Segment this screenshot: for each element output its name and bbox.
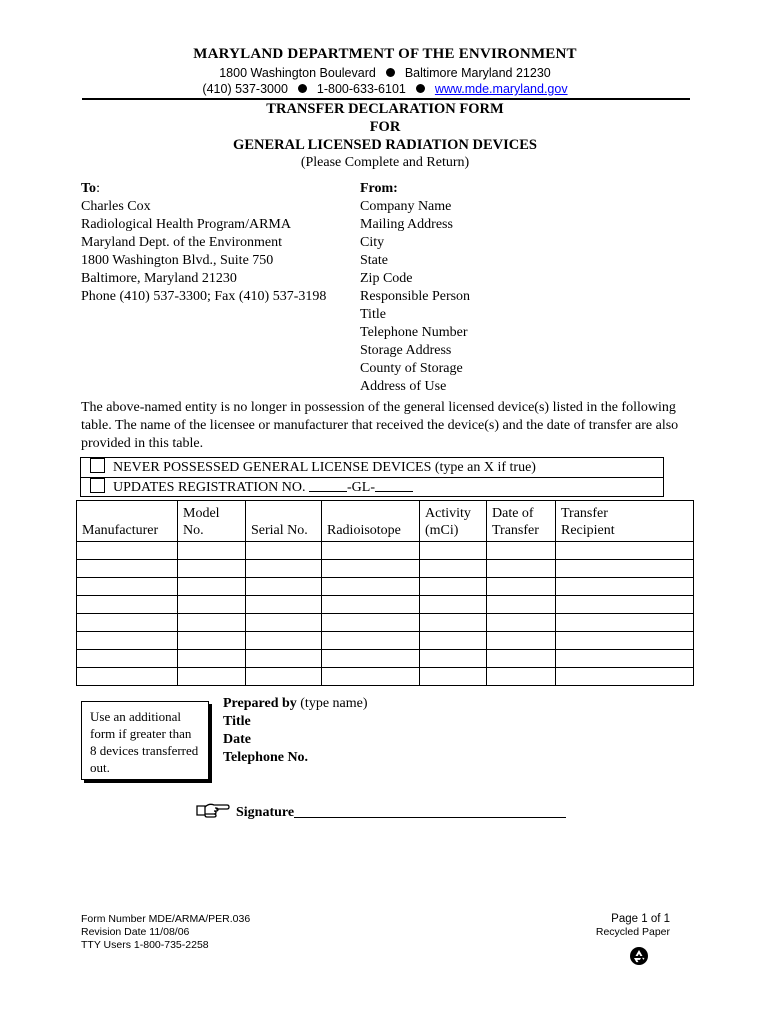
table-cell-input[interactable] (556, 596, 694, 614)
table-cell-input[interactable] (487, 578, 556, 596)
tty-number: TTY Users 1-800-735-2258 (81, 939, 209, 951)
table-cell-input[interactable] (322, 578, 420, 596)
table-cell-input[interactable] (246, 614, 322, 632)
address-line-1 (0, 66, 770, 80)
from-field-state[interactable]: State (360, 253, 388, 268)
table-row (77, 542, 694, 560)
from-field-title[interactable]: Title (360, 307, 386, 322)
organization-name: MARYLAND DEPARTMENT OF THE ENVIRONMENT (193, 46, 577, 62)
table-cell-input[interactable] (178, 542, 246, 560)
updates-row (90, 478, 413, 497)
to-line: Phone (410) 537-3300; Fax (410) 537-3198 (81, 289, 327, 304)
table-row (77, 632, 694, 650)
from-field-telephone[interactable]: Telephone Number (360, 325, 468, 340)
from-label: From: (360, 181, 398, 196)
form-subtitle: (Please Complete and Return) (300, 155, 470, 170)
table-cell-input[interactable] (487, 650, 556, 668)
table-cell-input[interactable] (246, 650, 322, 668)
footer-right (560, 913, 670, 939)
additional-form-note: Use an additional form if greater than 8 devices transferred out. (81, 701, 209, 780)
to-line: Radiological Health Program/ARMA (81, 217, 291, 232)
from-field-zip-code[interactable]: Zip Code (360, 271, 413, 286)
to-line: 1800 Washington Blvd., Suite 750 (81, 253, 274, 268)
table-row (77, 614, 694, 632)
address-line-2 (0, 82, 770, 96)
column-header-manufacturer: Manufacturer (77, 501, 178, 542)
column-header-model-no: Model No. (178, 501, 246, 542)
recycled-paper-label: Recycled Paper (595, 926, 670, 938)
table-cell-input[interactable] (487, 632, 556, 650)
table-cell-input[interactable] (420, 614, 487, 632)
from-field-county-of-storage[interactable]: County of Storage (360, 361, 463, 376)
table-cell-input[interactable] (420, 596, 487, 614)
table-cell-input[interactable] (556, 668, 694, 686)
table-cell-input[interactable] (322, 650, 420, 668)
registration-number-input[interactable] (375, 479, 413, 492)
never-possessed-checkbox[interactable] (90, 458, 105, 473)
table-cell-input[interactable] (77, 542, 178, 560)
table-cell-input[interactable] (246, 578, 322, 596)
table-row (77, 578, 694, 596)
table-cell-input[interactable] (420, 560, 487, 578)
to-line: Baltimore, Maryland 21230 (81, 271, 237, 286)
tollfree-number: 1-800-633-6101 (316, 82, 406, 96)
table-cell-input[interactable] (487, 596, 556, 614)
table-cell-input[interactable] (77, 632, 178, 650)
prepared-date-field[interactable]: Date (223, 732, 251, 747)
prepared-by-section (223, 695, 368, 767)
table-cell-input[interactable] (178, 668, 246, 686)
table-cell-input[interactable] (420, 650, 487, 668)
table-cell-input[interactable] (556, 542, 694, 560)
never-possessed-label: NEVER POSSESSED GENERAL LICENSE DEVICES (type an X if true) (113, 460, 536, 475)
from-field-company-name[interactable]: Company Name (360, 199, 452, 214)
table-cell-input[interactable] (420, 542, 487, 560)
table-cell-input[interactable] (77, 650, 178, 668)
to-label: To: (81, 181, 100, 196)
registration-prefix-input[interactable] (309, 479, 347, 492)
phone-number: (410) 537-3000 (202, 82, 288, 96)
table-cell-input[interactable] (322, 632, 420, 650)
from-field-address-of-use[interactable]: Address of Use (360, 379, 447, 394)
from-field-city[interactable]: City (360, 235, 385, 250)
table-cell-input[interactable] (246, 668, 322, 686)
footer-left (81, 913, 250, 952)
table-row (77, 560, 694, 578)
table-cell-input[interactable] (420, 668, 487, 686)
form-title-line-3: GENERAL LICENSED RADIATION DEVICES (233, 137, 537, 153)
from-field-mailing-address[interactable]: Mailing Address (360, 217, 453, 232)
table-cell-input[interactable] (77, 668, 178, 686)
table-cell-input[interactable] (487, 542, 556, 560)
table-cell-input[interactable] (487, 560, 556, 578)
column-header-radioisotope: Radioisotope (322, 501, 420, 542)
table-cell-input[interactable] (178, 614, 246, 632)
updates-checkbox[interactable] (90, 478, 105, 493)
signature-label: Signature (236, 805, 295, 820)
page-number: Page 1 of 1 (611, 913, 670, 925)
table-cell-input[interactable] (77, 560, 178, 578)
column-header-date-of-transfer: Date of Transfer (487, 501, 556, 542)
form-number: Form Number MDE/ARMA/PER.036 (81, 913, 251, 925)
table-cell-input[interactable] (246, 560, 322, 578)
prepared-title-field[interactable]: Title (223, 714, 251, 729)
column-header-serial-no: Serial No. (246, 501, 322, 542)
table-cell-input[interactable] (556, 650, 694, 668)
header-divider (82, 98, 690, 100)
from-field-responsible-person[interactable]: Responsible Person (360, 289, 471, 304)
table-cell-input[interactable] (322, 668, 420, 686)
table-cell-input[interactable] (420, 578, 487, 596)
pointing-hand-icon (196, 800, 230, 818)
table-header-row (77, 501, 694, 542)
table-cell-input[interactable] (178, 578, 246, 596)
from-section (360, 180, 470, 396)
recycle-icon (629, 946, 649, 966)
table-cell-input[interactable] (322, 596, 420, 614)
table-cell-input[interactable] (420, 632, 487, 650)
signature-row (196, 800, 566, 821)
table-cell-input[interactable] (487, 614, 556, 632)
table-cell-input[interactable] (487, 668, 556, 686)
to-line: Maryland Dept. of the Environment (81, 235, 283, 250)
device-table (76, 500, 694, 686)
city-address: Baltimore Maryland 21230 (404, 66, 551, 80)
prepared-telephone-field[interactable]: Telephone No. (223, 750, 309, 765)
table-cell-input[interactable] (246, 632, 322, 650)
table-row (77, 596, 694, 614)
table-cell-input[interactable] (246, 542, 322, 560)
table-row (77, 650, 694, 668)
website-link[interactable]: www.mde.maryland.gov (434, 82, 568, 96)
table-cell-input[interactable] (77, 614, 178, 632)
revision-date: Revision Date 11/08/06 (81, 926, 190, 938)
table-cell-input[interactable] (178, 632, 246, 650)
intro-paragraph: The above-named entity is no longer in possession of the general licensed device(s) listed in the following table. The name of the licensee or manufacturer that received the device(s) and the date of transfer are also provided in this table. (81, 400, 679, 451)
signature-input[interactable] (294, 803, 566, 818)
updates-label: UPDATES REGISTRATION NO. (113, 480, 310, 495)
table-cell-input[interactable] (77, 596, 178, 614)
table-row (77, 668, 694, 686)
street-address: 1800 Washington Boulevard (219, 66, 376, 80)
table-cell-input[interactable] (322, 542, 420, 560)
column-header-transfer-recipient: Transfer Recipient (556, 501, 694, 542)
bullet-icon (386, 68, 395, 77)
table-cell-input[interactable] (178, 560, 246, 578)
table-cell-input[interactable] (178, 650, 246, 668)
to-section (81, 180, 326, 306)
checkbox-panel (80, 457, 664, 497)
updates-mid-label: -GL- (347, 480, 376, 495)
table-cell-input[interactable] (556, 632, 694, 650)
never-possessed-row (90, 458, 536, 477)
to-line: Charles Cox (81, 199, 151, 214)
table-cell-input[interactable] (556, 614, 694, 632)
table-cell-input[interactable] (322, 614, 420, 632)
table-cell-input[interactable] (556, 578, 694, 596)
table-cell-input[interactable] (322, 560, 420, 578)
prepared-by-field[interactable]: Prepared by (type name) (223, 696, 368, 711)
column-header-activity: Activity (mCi) (420, 501, 487, 542)
form-title-line-2: FOR (369, 119, 401, 135)
bullet-icon (298, 84, 307, 93)
table-cell-input[interactable] (77, 578, 178, 596)
table-cell-input[interactable] (178, 596, 246, 614)
form-title-line-1: TRANSFER DECLARATION FORM (266, 101, 504, 117)
bullet-icon (416, 84, 425, 93)
table-cell-input[interactable] (556, 560, 694, 578)
from-field-storage-address[interactable]: Storage Address (360, 343, 452, 358)
table-cell-input[interactable] (246, 596, 322, 614)
